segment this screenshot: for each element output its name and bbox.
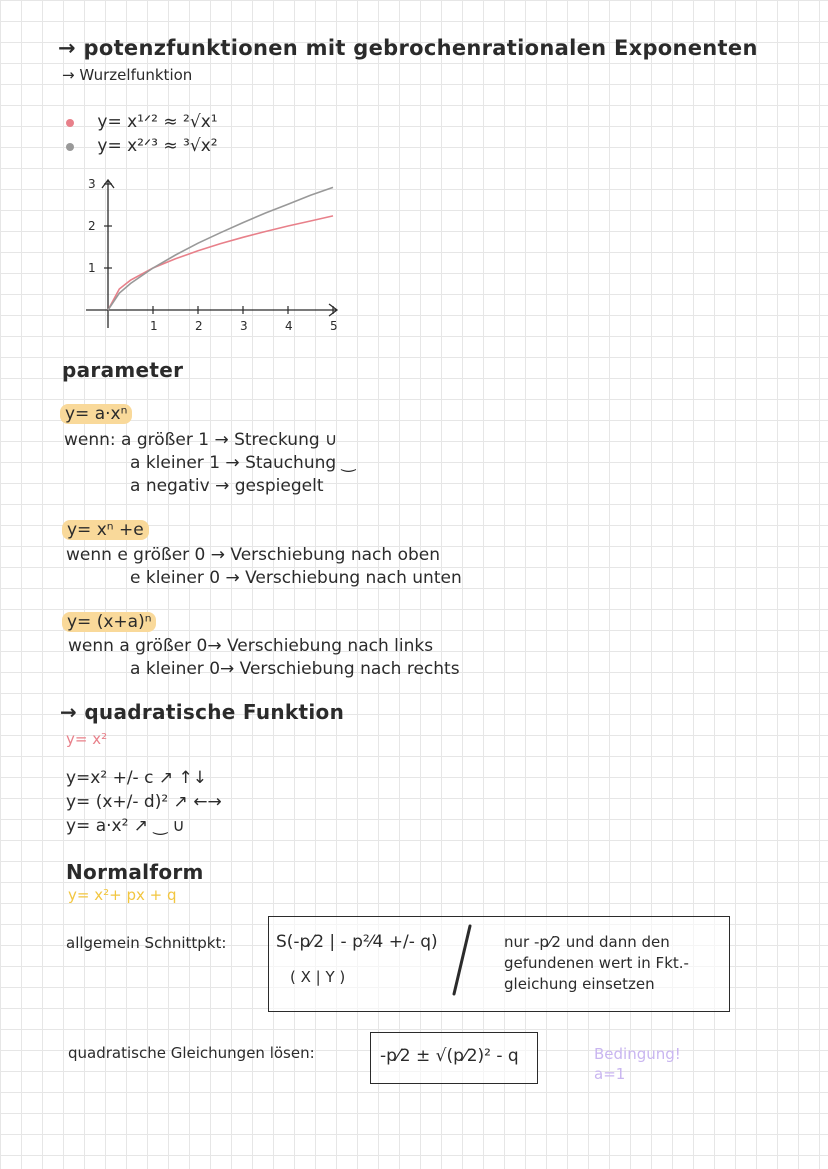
condition-note [594, 1044, 681, 1084]
x-tick-label: 1 [150, 319, 158, 333]
condition-line-2: a=1 [594, 1065, 626, 1083]
section-heading-potenzfunktionen: → potenzfunktionen mit gebrochenrationalen Exponenten [58, 36, 758, 60]
quadratic-line-3: y= a·x² ↗ ‿ ∪ [66, 816, 185, 836]
note-line-3: gleichung einsetzen [504, 975, 655, 993]
schnittpunkt-note [504, 932, 689, 995]
legend-item-cbrt [66, 136, 218, 156]
parameter-formula-3 [62, 612, 156, 632]
chart-axes [86, 180, 337, 328]
y-tick-label: 1 [88, 261, 96, 275]
param3-line-2: a kleiner 0→ Verschiebung nach rechts [130, 659, 460, 679]
highlighted-formula-horizontal-shift: y= (x+a)ⁿ [62, 612, 156, 632]
legend-formula-sqrt: y= x¹ᐟ² ≈ ²√x¹ [97, 112, 218, 132]
param3-line-1: wenn a größer 0→ Verschiebung nach links [68, 636, 434, 656]
x-tick-label: 5 [330, 319, 338, 333]
note-line-1: nur -p⁄2 und dann den [504, 933, 670, 951]
param1-line-1: wenn: a größer 1 → Streckung ∪ [64, 430, 338, 450]
quadratic-line-2: y= (x+/- d)² ↗ ←→ [66, 792, 222, 812]
schnittpunkt-formula: S(-p⁄2 | - p²⁄4 +/- q) [276, 932, 438, 952]
gray-dot-icon [66, 143, 74, 151]
condition-line-1: Bedingung! [594, 1045, 681, 1063]
normalform-formula: y= x²+ px + q [68, 886, 177, 904]
schnittpunkt-label: allgemein Schnittpkt: [66, 934, 227, 952]
x-tick-label: 3 [240, 319, 248, 333]
parameter-formula-1 [60, 404, 132, 424]
legend-formula-cbrt: y= x²ᐟ³ ≈ ³√x² [97, 136, 218, 156]
param1-line-2: a kleiner 1 → Stauchung ‿ [130, 453, 356, 473]
loesen-formula: -p⁄2 ± √(p⁄2)² - q [380, 1046, 519, 1066]
highlighted-formula-vertical-shift: y= xⁿ +e [62, 520, 149, 540]
normalform-heading: Normalform [66, 860, 204, 884]
note-line-2: gefundenen wert in Fkt.- [504, 954, 689, 972]
schnittpunkt-xy: ( X | Y ) [290, 968, 346, 986]
quadratic-basic-formula: y= x² [66, 730, 108, 748]
x-tick-label: 2 [195, 319, 203, 333]
param1-line-3: a negativ → gespiegelt [130, 476, 324, 496]
parameter-heading: parameter [62, 358, 184, 382]
quadratic-line-1: y=x² +/- c ↗ ↑↓ [66, 768, 207, 788]
param2-line-1: wenn e größer 0 → Verschiebung nach oben [66, 545, 441, 565]
y-tick-label: 2 [88, 219, 96, 233]
param2-line-2: e kleiner 0 → Verschiebung nach unten [130, 568, 462, 588]
subheading-wurzelfunktion: → Wurzelfunktion [62, 66, 193, 84]
loesen-label: quadratische Gleichungen lösen: [68, 1044, 315, 1062]
chart-series [108, 187, 333, 310]
pink-dot-icon [66, 119, 74, 127]
x-tick-label: 4 [285, 319, 293, 333]
highlighted-formula-stretch: y= a·xⁿ [60, 404, 132, 424]
series-line-sqrt [108, 216, 333, 310]
series-line-cbrt [108, 187, 333, 310]
slash-divider [450, 922, 474, 1000]
legend-item-sqrt [66, 112, 218, 132]
quadratic-heading: → quadratische Funktion [60, 700, 345, 724]
y-tick-label: 3 [88, 177, 96, 191]
parameter-formula-2 [62, 520, 149, 540]
root-function-chart [60, 160, 360, 345]
